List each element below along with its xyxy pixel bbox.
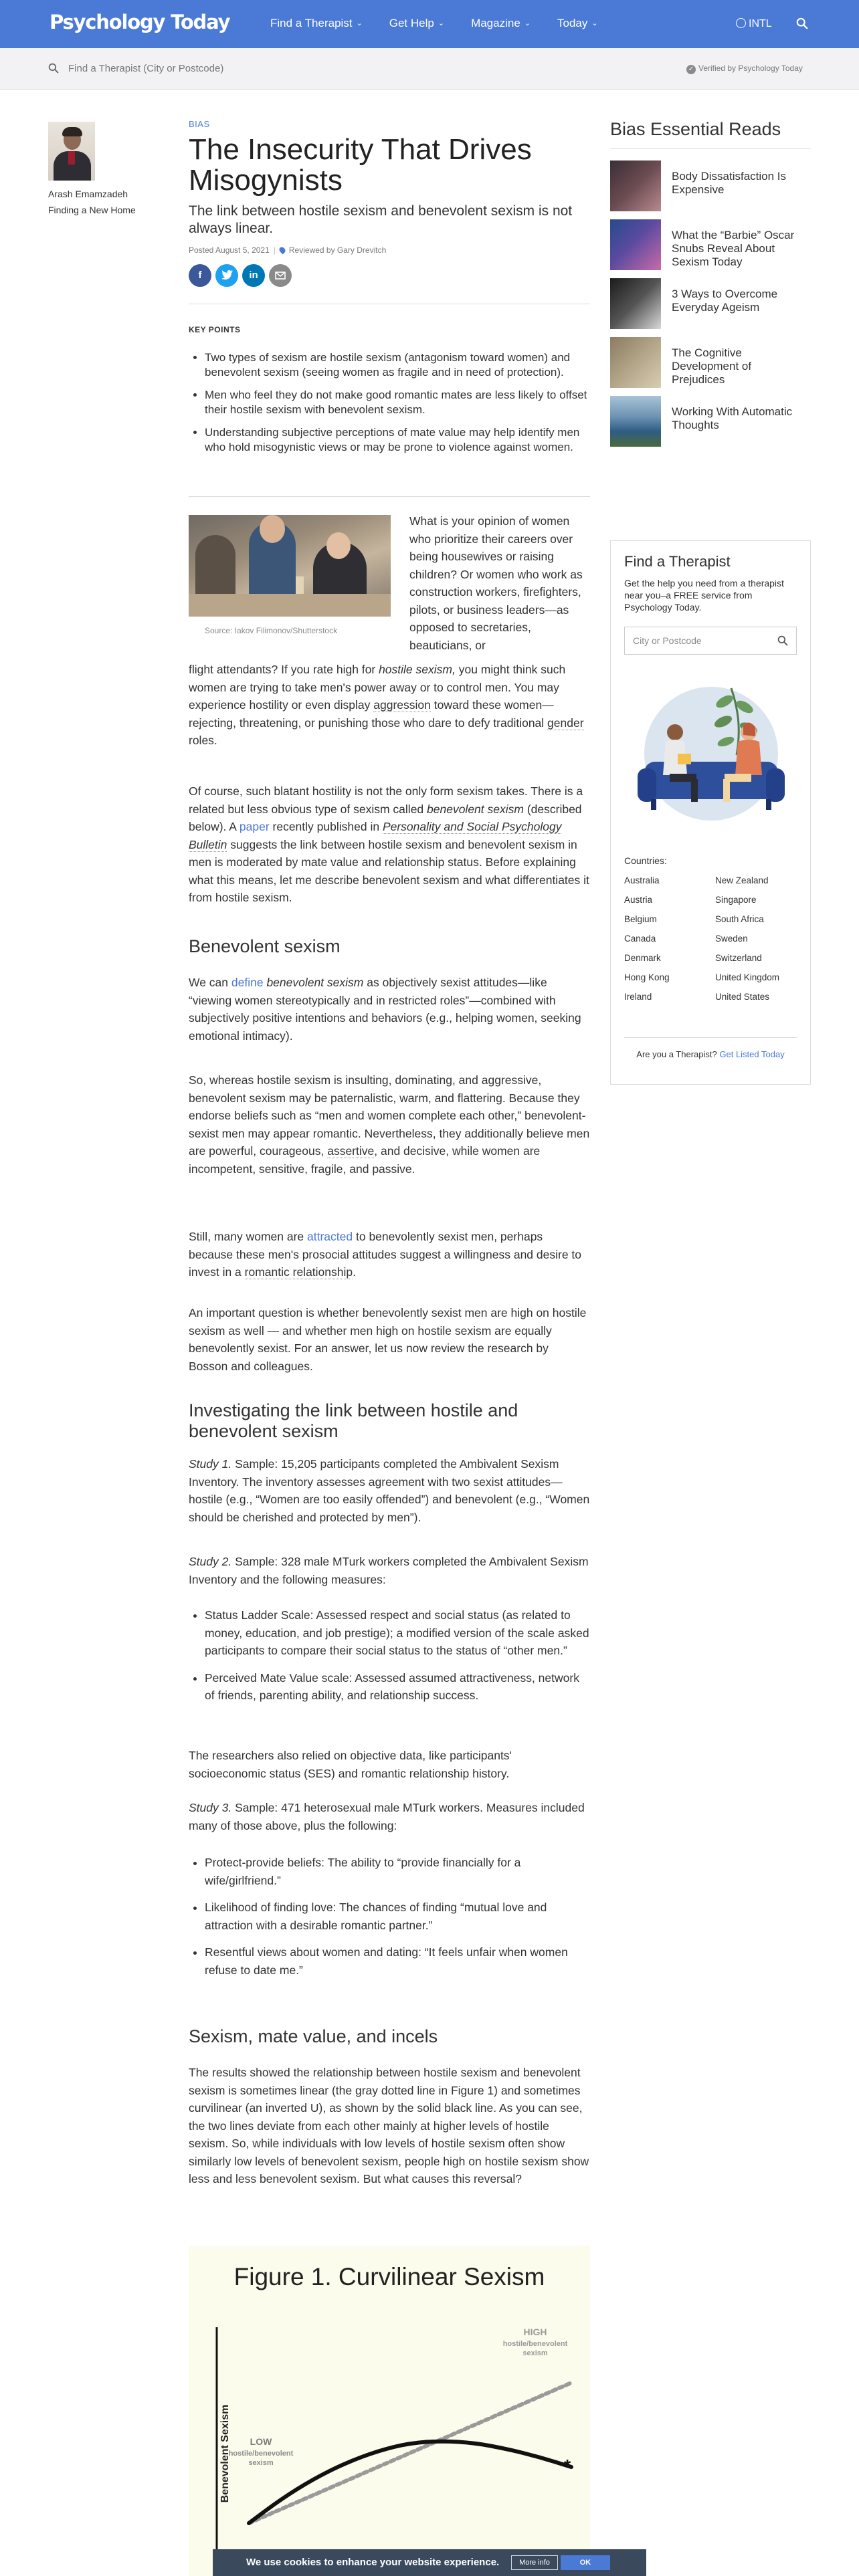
key-points-heading: KEY POINTS <box>189 325 241 334</box>
annotation-low-sub: hostile/benevolent <box>228 2450 294 2458</box>
list-item: • Men who feel they do not make good romantic mates are less likely to offset their hostile sexism with benevolent sexism. <box>205 388 590 417</box>
inline-link[interactable]: assertive <box>327 1144 375 1158</box>
therapist-search-input[interactable]: Find a Therapist (City or Postcode) <box>68 63 224 74</box>
postcode-input[interactable] <box>624 627 797 655</box>
list-item: • Likelihood of finding love: The chances of finding “mutual love and attraction with a desirable romantic partner.” <box>205 1899 590 1934</box>
article-title: The Insecurity That Drives Misogynists <box>189 133 532 197</box>
globe-icon <box>736 18 746 28</box>
section-heading: Sexism, mate value, and incels <box>189 2026 438 2046</box>
paragraph: flight attendants? If you rate high for hostile sexism, you might think such women are trying to take men's power away or to control men. You may experience hostility or even display aggression toward these women—rejecting, threatening, or punishing those who dare to defy traditional gender roles. <box>189 663 584 747</box>
essential-read-item[interactable] <box>610 219 811 272</box>
chevron-down-icon: ⌄ <box>591 19 598 27</box>
attracted-link[interactable]: attracted <box>307 1230 353 1243</box>
inline-link[interactable]: romantic relationship <box>244 1265 353 1279</box>
chart-title: Figure 1. Curvilinear Sexism <box>233 2263 545 2290</box>
search-icon[interactable] <box>796 17 808 29</box>
share-buttons <box>189 264 590 287</box>
more-info-button[interactable]: More info <box>511 2555 558 2570</box>
essential-read-title[interactable]: Body Dissatisfaction Is Expensive <box>672 170 787 196</box>
essential-read-title[interactable]: Working With Automatic Thoughts <box>672 405 793 431</box>
paragraph: So, whereas hostile sexism is insulting, dominating, and aggressive, benevolent sexism may be paternalistic, warm, and flattering. Because they endorse beliefs such as “men and women complete each other,” benevolent-sexist men may appear romantic. Nevertheless, they additionally believe men are powerful, courageous, assertive, and decisive, while women are incompetent, sensitive, fragile, and passive. <box>189 1073 590 1176</box>
divider <box>624 1037 797 1038</box>
main-nav-links <box>270 17 625 30</box>
nav-find-therapist-label: Find a Therapist <box>270 17 353 29</box>
define-link[interactable]: define <box>231 976 264 989</box>
cookie-ok-button[interactable]: OK <box>561 2555 610 2570</box>
bullet-list <box>205 1606 590 1714</box>
essential-read-title[interactable]: What the “Barbie” Oscar Snubs Reveal About Sexism Today <box>672 229 795 268</box>
paragraph: Study 2. Sample: 328 male MTurk workers completed the Ambivalent Sexism Inventory and the following measures: <box>189 1555 589 1586</box>
country-link[interactable]: United States <box>715 992 770 1002</box>
nav-get-help-label: Get Help <box>389 17 434 29</box>
countries-label: Countries: <box>624 855 667 866</box>
nav-find-therapist[interactable] <box>270 17 363 30</box>
find-therapist-heading: Find a Therapist <box>624 553 731 570</box>
list-item: • Resentful views about women and dating: “It feels unfair when women refuse to date me.” <box>205 1943 590 1979</box>
country-link[interactable]: Singapore <box>715 895 757 905</box>
verified-badge <box>686 64 803 74</box>
essential-read-title[interactable]: The Cognitive Development of Prejudices <box>672 346 752 386</box>
countries-list-right <box>715 875 779 1011</box>
postcode-placeholder: City or Postcode <box>633 635 702 646</box>
country-link[interactable]: Australia <box>624 875 660 885</box>
therapist-question: Are you a Therapist? <box>636 1049 717 1059</box>
intl-label: INTL <box>749 18 772 29</box>
paragraph: Still, many women are attracted to benevolently sexist men, perhaps because these men's prosocial attitudes suggest a willingness and desire to invest in a romantic relationship. <box>189 1230 582 1279</box>
article-header <box>189 119 590 287</box>
essential-read-thumbnail[interactable] <box>610 396 661 447</box>
twitter-icon[interactable] <box>215 264 238 287</box>
therapist-listing-prompt <box>624 1048 797 1061</box>
therapy-illustration <box>624 675 798 822</box>
therapist-search-bar <box>0 48 859 90</box>
country-link[interactable]: Austria <box>624 895 653 905</box>
posted-date: Posted August 5, 2021 <box>189 245 270 255</box>
country-link[interactable]: Canada <box>624 934 656 944</box>
country-link[interactable]: Denmark <box>624 953 661 963</box>
essential-read-thumbnail[interactable] <box>610 160 661 211</box>
country-link[interactable]: South Africa <box>715 914 764 924</box>
linkedin-icon[interactable]: in <box>242 264 265 287</box>
key-points-list <box>189 350 590 455</box>
list-item: • Status Ladder Scale: Assessed respect and social status (as related to money, education, and job prestige); a modified version of the scale asked participants to compare their social status to the status of “other men.” <box>205 1606 590 1660</box>
chart-y-axis-label: Benevolent Sexism <box>219 2404 231 2503</box>
essential-read-thumbnail[interactable] <box>610 219 661 270</box>
country-link[interactable]: Belgium <box>624 914 657 924</box>
chart <box>189 2246 590 2576</box>
paragraph: An important question is whether benevolently sexist men are high on hostile sexism as well — and whether men high on hostile sexism are equally benevolently sexist. For an answer, let us now review the research by Bosson and colleagues. <box>189 1306 587 1373</box>
list-item: • Understanding subjective perceptions of mate value may help identify men who hold misogynistic views or may be prone to violence against women. <box>205 425 590 455</box>
list-item: • Two types of sexism are hostile sexism (antagonism toward women) and benevolent sexism (seeing women as fragile and in need of protection). <box>205 350 590 380</box>
paragraph: The researchers also relied on objective data, like participants' socioeconomic status (SES) and romantic relationship history. <box>189 1749 512 1780</box>
list-item: • Protect-provide beliefs: The ability to “provide financially for a wife/girlfriend.” <box>205 1854 590 1889</box>
top-nav <box>0 0 859 48</box>
inline-link[interactable]: aggression <box>373 698 431 712</box>
cookie-text: We use cookies to enhance your website experience. <box>246 2557 500 2568</box>
inline-link[interactable]: gender <box>547 716 584 730</box>
get-listed-link[interactable]: Get Listed Today <box>719 1049 785 1059</box>
site-logo[interactable]: Psychology Today <box>50 11 230 33</box>
section-heading: Benevolent sexism <box>189 936 341 956</box>
annotation-low: LOW <box>250 2436 272 2447</box>
essential-read-thumbnail[interactable] <box>610 337 661 388</box>
article-meta: Posted August 5, 2021 | Reviewed by Gary Drevitch <box>189 245 387 255</box>
author-name[interactable]: Arash Emamzadeh <box>48 189 128 199</box>
essential-reads-heading: Bias Essential Reads <box>610 119 781 139</box>
nav-magazine-label: Magazine <box>471 17 520 29</box>
find-therapist-widget <box>610 540 811 1085</box>
image-caption: Source: Iakov Filimonov/Shutterstock <box>205 626 338 635</box>
country-link[interactable]: Switzerland <box>715 953 762 963</box>
intl-selector[interactable] <box>736 17 772 30</box>
paragraph: We can define benevolent sexism as objectively sexist attitudes—like “viewing women stereotypically and in restricted roles”—combined with subjectively positive intentions and behaviors (e.g., helping women, seeking emotional intimacy). <box>189 976 581 1043</box>
chevron-down-icon: ⌄ <box>356 19 363 27</box>
chevron-down-icon: ⌄ <box>524 19 531 27</box>
annotation-asterisk: * <box>563 2456 571 2476</box>
figure-1 <box>189 2246 590 2576</box>
nav-today[interactable] <box>557 17 598 30</box>
verified-text: Verified by Psychology Today <box>698 64 803 73</box>
essential-read-thumbnail[interactable] <box>610 278 661 329</box>
article-subtitle: The link between hostile sexism and benevolent sexism is not always linear. <box>189 203 573 236</box>
section-heading: Investigating the link between hostile and benevolent sexism <box>189 1400 518 1441</box>
nav-magazine[interactable] <box>471 17 531 30</box>
countries-list-left <box>624 875 670 1011</box>
essential-read-title[interactable]: 3 Ways to Overcome Everyday Ageism <box>672 288 778 314</box>
list-item: • Perceived Mate Value scale: Assessed assumed attractiveness, network of friends, parenting ability, and relationship success. <box>205 1669 590 1705</box>
author-avatar[interactable] <box>48 122 95 181</box>
nav-today-label: Today <box>557 17 588 29</box>
location-pin-icon <box>278 246 287 255</box>
annotation-high-sub: hostile/benevolent <box>502 2340 568 2348</box>
email-icon[interactable] <box>269 264 292 287</box>
country-link[interactable]: Sweden <box>715 934 748 944</box>
check-icon: ✓ <box>686 65 696 74</box>
country-link[interactable]: Hong Kong <box>624 972 670 982</box>
paragraph: Study 3. Sample: 471 heterosexual male MTurk workers. Measures included many of those above, plus the following: <box>189 1801 585 1832</box>
essential-read-item[interactable] <box>610 160 811 213</box>
paragraph: The results showed the relationship between hostile sexism and benevolent sexism is sometimes linear (the gray dotted line in Figure 1) and sometimes curvilinear (an inverted U), as shown by the solid black line. As you can see, the two lines deviate from each other mainly at higher levels of hostile sexism. So, while individuals with low levels of hostile sexism often show similarly low levels of benevolent sexism, people high on hostile sexism show less and less benevolent sexism. But what causes this reversal? <box>189 2066 589 2185</box>
category-kicker[interactable]: BIAS <box>189 119 210 129</box>
annotation-high: HIGH <box>523 2327 547 2337</box>
essential-read-item[interactable] <box>610 396 811 448</box>
paragraph: What is your opinion of women who prioritize their careers over being housewives or raising children? Or women who work as construction workers, firefighters, pilots, or business leaders—as opposed to secretaries, beauticians, or <box>409 514 583 652</box>
article-image <box>189 515 391 617</box>
divider <box>610 148 811 149</box>
country-link[interactable]: New Zealand <box>715 875 769 885</box>
country-link[interactable]: United Kingdom <box>715 972 780 982</box>
key-points <box>189 325 590 463</box>
facebook-icon[interactable]: f <box>189 264 211 287</box>
search-icon <box>48 63 59 74</box>
find-therapist-subtext: Get the help you need from a therapist near you–a FREE service from Psychology Today. <box>624 578 784 613</box>
author-column[interactable]: Finding a New Home <box>48 205 136 215</box>
essential-read-item[interactable] <box>610 337 811 389</box>
paper-link[interactable]: paper <box>239 820 270 833</box>
chevron-down-icon: ⌄ <box>438 19 445 27</box>
annotation-high-sub2: sexism <box>522 2349 548 2357</box>
search-icon[interactable] <box>777 635 788 646</box>
annotation-low-sub2: sexism <box>248 2459 274 2467</box>
essential-read-item[interactable] <box>610 278 811 330</box>
nav-get-help[interactable] <box>389 17 444 30</box>
reviewed-by: Reviewed by Gary Drevitch <box>288 245 387 255</box>
cookie-banner <box>213 2549 646 2576</box>
divider <box>189 496 590 497</box>
paragraph: Study 1. Sample: 15,205 participants completed the Ambivalent Sexism Inventory. The inventory assesses agreement with two sexist attitudes—hostile (e.g., “Women are too easily offended”) and benevolent (e.g., “Women should be cherished and protected by men”). <box>189 1457 590 1524</box>
country-link[interactable]: Ireland <box>624 992 652 1002</box>
paragraph: Of course, such blatant hostility is not the only form sexism takes. There is a related but less obvious type of sexism called benevolent sexism (described below). A paper recently published in Personality and Social Psychology Bulletin suggests the link between hostile sexism and benevolent sexism in men is moderated by mate value and relationship status. Before explaining what this means, let me describe benevolent sexism and what differentiates it from hostile sexism. <box>189 784 589 904</box>
bullet-list <box>205 1854 590 1988</box>
